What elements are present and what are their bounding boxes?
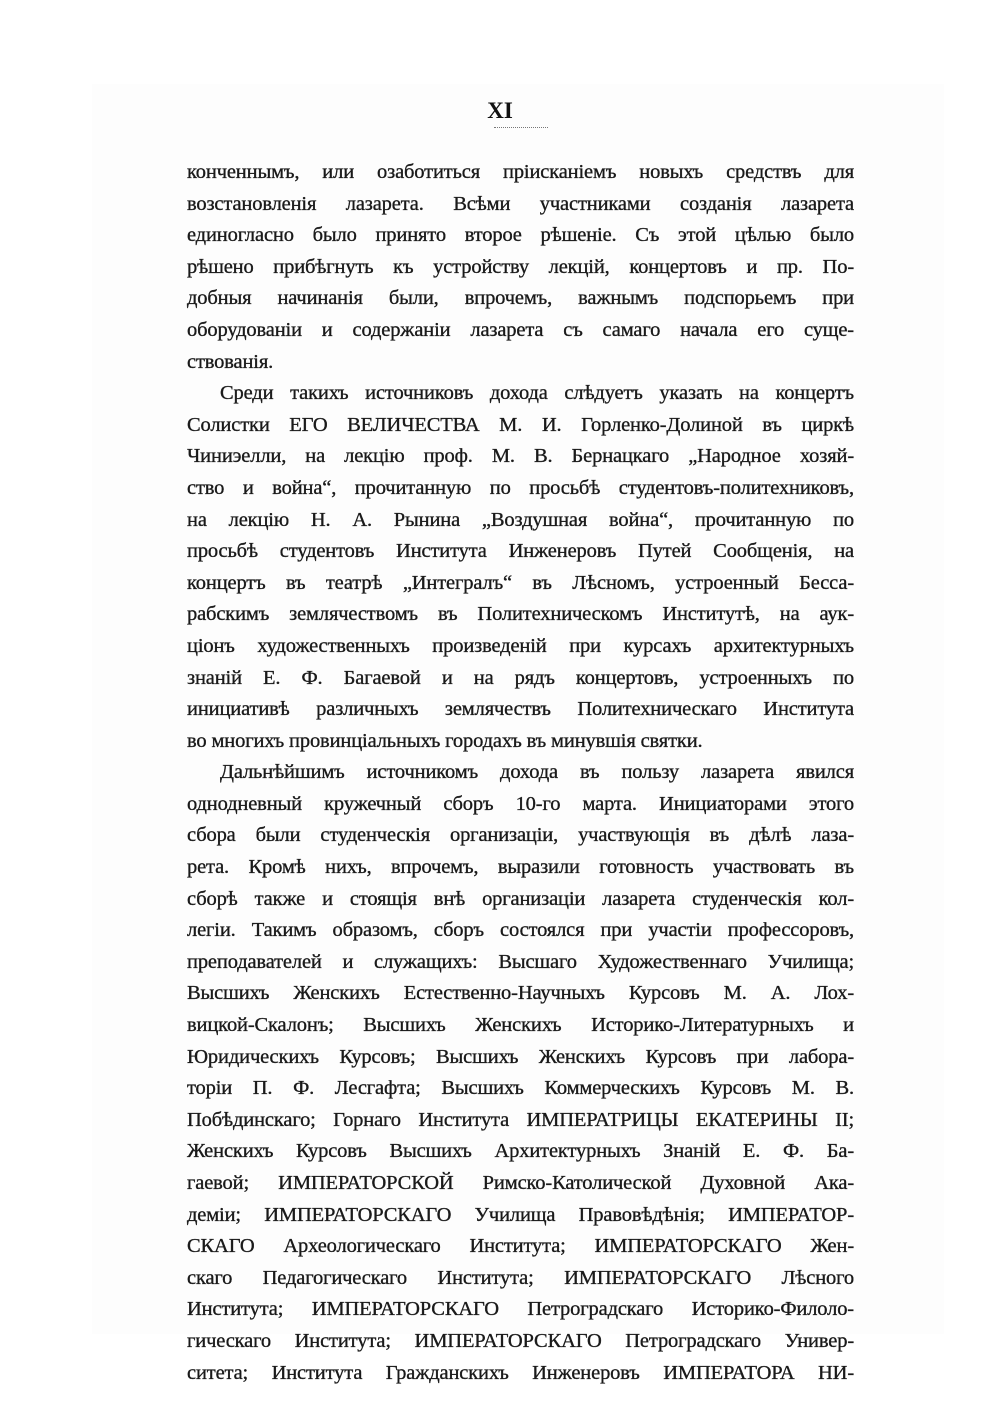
text-line: гаевой; ИМПЕРАТОРСКОЙ Римско-Католической Духовной Ака- bbox=[187, 1172, 854, 1194]
text-line: гическаго Института; ИМПЕРАТОРСКАГО Петроградскаго Универ- bbox=[187, 1329, 854, 1352]
text-line: конченнымъ, или озаботиться прiисканiемъ новыхъ средствъ для bbox=[187, 161, 854, 183]
text-line: инициативѣ различныхъ землячествъ Политехническаго Института bbox=[187, 698, 854, 721]
text-line: ситета; Института Гражданскихъ Инженеровъ ИМПЕРАТОРА НИ- bbox=[187, 1361, 854, 1384]
text-line: демiи; ИМПЕРАТОРСКАГО Училища Правовѣдѣнiя; ИМПЕРАТОР- bbox=[187, 1203, 854, 1226]
text-line: цiонъ художественныхъ произведенiй при курсахъ архитектурныхъ bbox=[187, 634, 854, 657]
text-line: добныя начинанiя были, впрочемъ, важнымъ подспорьемъ при bbox=[187, 287, 854, 310]
text-line: Побѣдинскаго; Горнаго Института ИМПЕРАТРИЦЫ ЕКАТЕРИНЫ II; bbox=[187, 1108, 854, 1131]
text-line: во многихъ провинцiальныхъ городахъ въ минувшiя святки. bbox=[187, 729, 703, 752]
text-line: СКАГО Археологическаго Института; ИМПЕРАТОРСКАГО Жен- bbox=[187, 1235, 854, 1258]
text-line: сбора были студенческiя организацiи, участвующiя въ дѣлѣ лаза- bbox=[187, 824, 854, 847]
text-line: возстановленiя лазарета. Всѣми участниками созданiя лазарета bbox=[187, 192, 854, 215]
text-line: сборѣ также и стоящiя внѣ организацiи лазарета студенческiя кол- bbox=[187, 887, 854, 910]
page-text-body bbox=[187, 157, 854, 1389]
text-line: ствованiя. bbox=[187, 350, 274, 373]
text-line: концертъ въ театрѣ „Интегралъ“ въ Лѣсномъ, устроенный Бесса- bbox=[187, 571, 854, 594]
text-line: Высшихъ Женскихъ Естественно-Научныхъ Курсовъ М. А. Лох- bbox=[187, 982, 854, 1005]
paragraph-3 bbox=[187, 757, 854, 1389]
text-line: Института; ИМПЕРАТОРСКАГО Петроградскаго Историко-Филоло- bbox=[187, 1298, 854, 1321]
paragraph-2 bbox=[187, 378, 854, 757]
text-line: рѣшено прибѣгнуть къ устройству лекцiй, концертовъ и пр. По- bbox=[187, 255, 854, 278]
text-line: легiи. Такимъ образомъ, сборъ состоялся при участiи профессоровъ, bbox=[187, 919, 854, 942]
text-line: Дальнѣйшимъ источникомъ дохода въ пользу лазарета явился bbox=[220, 761, 854, 784]
text-line: вицкой-Скалонъ; Высшихъ Женскихъ Историко-Литературныхъ и bbox=[187, 1014, 854, 1037]
paragraph-1 bbox=[187, 157, 854, 378]
text-line: знанiй Е. Ф. Багаевой и на рядъ концертовъ, устроенныхъ по bbox=[187, 666, 854, 689]
page-number-rule bbox=[494, 127, 548, 128]
text-line: рабскимъ землячествомъ въ Политехническомъ Институтѣ, на аук- bbox=[187, 603, 854, 626]
text-line: скаго Педагогическаго Института; ИМПЕРАТОРСКАГО Лѣсного bbox=[187, 1266, 854, 1289]
text-line: преподавателей и служащихъ: Высшаго Художественнаго Училища; bbox=[187, 950, 854, 973]
page-number: XI bbox=[487, 98, 513, 123]
text-line: Чиниэелли, на лекцiю проф. М. В. Бернацкаго „Народное хозяй- bbox=[187, 445, 854, 468]
text-line: Среди такихъ источниковъ дохода слѣдуетъ указать на концертъ bbox=[220, 382, 854, 405]
text-line: торiи П. Ф. Лесгафта; Высшихъ Коммерческихъ Курсовъ М. В. bbox=[187, 1077, 854, 1100]
text-line: однодневный кружечный сборъ 10-го марта. Инициаторами этого bbox=[187, 792, 854, 815]
text-line: ство и война“, прочитанную по просьбѣ студентовъ-политехниковъ, bbox=[187, 476, 854, 499]
text-line: оборудованiи и содержанiи лазарета съ самаго начала его суще- bbox=[187, 318, 854, 341]
text-line: на лекцiю Н. А. Рынина „Воздушная война“, прочитанную по bbox=[187, 508, 854, 531]
text-line: Солистки ЕГО ВЕЛИЧЕСТВА М. И. Горленко-Долиной въ циркѣ bbox=[187, 413, 854, 436]
text-line: Женскихъ Курсовъ Высшихъ Архитектурныхъ Знанiй Е. Ф. Ба- bbox=[187, 1140, 854, 1163]
text-line: единогласно было принято второе рѣшенiе. Съ этой цѣлью было bbox=[187, 224, 854, 247]
text-line: рета. Кромѣ нихъ, впрочемъ, выразили готовность участвовать въ bbox=[187, 856, 854, 879]
text-line: просьбѣ студентовъ Института Инженеровъ Путей Сообщенiя, на bbox=[187, 540, 854, 563]
text-line: Юридическихъ Курсовъ; Высшихъ Женскихъ Курсовъ при лабора- bbox=[187, 1045, 854, 1068]
